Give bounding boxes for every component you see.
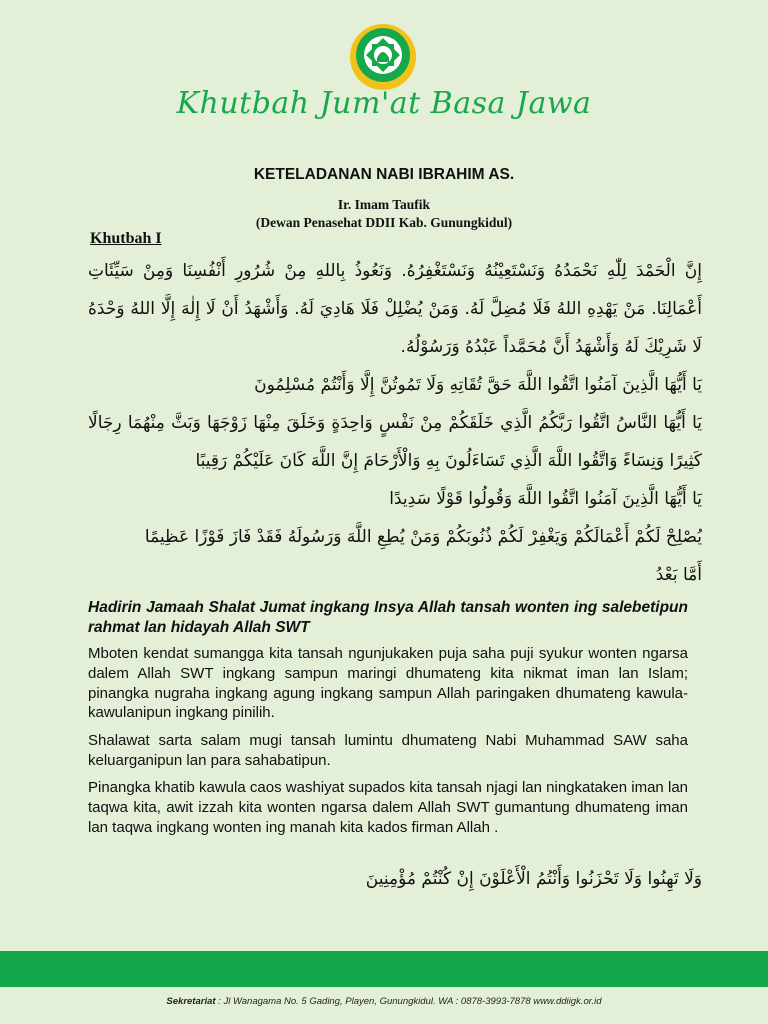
section-heading: Khutbah I xyxy=(90,230,162,247)
arabic-verse-1: يَا أَيُّهَا الَّذِينَ آمَنُوا اتَّقُوا اللَّهَ حَقَّ تُقَاتِهِ وَلَا تَمُوتُنَّ إِلَّا وَأَنْتُمْ مُسْلِمُونَ xyxy=(254,375,702,395)
paragraph-shalawat xyxy=(88,731,688,771)
paragraph-1: Mboten kendat sumangga kita tansah ngunjukaken puja saha puji syukur wonten ngarsa dalem Allah SWT ingkang sampun maringi dhumateng kita nikmat iman lan Islam; pinangka nugraha ingkang agung ingkang sampun Allah paringaken dhumateng kawula-kawulanipun ingkang pinilih. xyxy=(88,645,688,722)
congregation-address: Hadirin Jamaah Shalat Jumat ingkang Insya Allah tansah wonten ing salebetipun rahmat lan hidayah Allah SWT xyxy=(88,599,688,636)
author-affiliation: (Dewan Penasehat DDII Kab. Gunungkidul) xyxy=(255,215,513,230)
brand-title: Khutbah Jum'at Basa Jawa xyxy=(176,86,592,121)
arabic-closing-verse: وَلَا تَهِنُوا وَلَا تَحْزَنُوا وَأَنْتُمُ الْأَعْلَوْنَ إِنْ كُنْتُمْ مُؤْمِنِينَ xyxy=(365,869,702,889)
footer-label: Sekretariat xyxy=(166,996,216,1007)
paragraph-gratitude xyxy=(88,644,688,723)
arabic-verse-3: يَا أَيُّهَا الَّذِينَ آمَنُوا اتَّقُوا اللَّهَ وَقُولُوا قَوْلًا سَدِيدًا xyxy=(389,489,702,509)
arabic-amma-badu: أَمَّا بَعْدُ xyxy=(655,565,702,585)
footer-text: : Jl Wanagama No. 5 Gading, Playen, Gunungkidul. WA : 0878-3993-7878 www.ddiigk.or.id xyxy=(215,996,602,1007)
paragraph-wasiat xyxy=(88,778,688,837)
paragraph-2: Shalawat sarta salam mugi tansah lumintu dhumateng Nabi Muhammad SAW saha keluarganipun lan para sahabatipun. xyxy=(88,732,688,769)
arabic-verse-4: يُصْلِحْ لَكُمْ أَعْمَالَكُمْ وَيَغْفِرْ لَكُمْ ذُنُوبَكُمْ وَمَنْ يُطِعِ اللَّهَ وَرَسُولَهُ فَقَدْ فَازَ فَوْزًا عَظِيمًا xyxy=(144,527,702,547)
author-name: Ir. Imam Taufik xyxy=(337,197,431,212)
arabic-opening: إِنَّ الْحَمْدَ لِلّٰهِ نَحْمَدُهُ وَنَسْتَعِيْنُهُ وَنَسْتَغْفِرُهُ. وَنَعُوذُ بِاللهِ مِنْ شُرُورِ أَنْفُسِنَا وَمِنْ سَيِّئَاتِ أَعْمَالِنَا. مَنْ يَهْدِهِ اللهُ فَلَا مُضِلَّ لَهُ. وَمَنْ يُضْلِلْ فَلَا هَادِيَ لَهُ. وَأَشْهَدُ أَنْ لَا إِلٰهَ إِلَّا اللهُ وَحْدَهُ لَا شَرِيْكَ لَهُ وَأَشْهَدُ أَنَّ مُحَمَّداً عَبْدُهُ وَرَسُوْلُهُ. xyxy=(88,261,702,357)
footer-band xyxy=(0,951,768,987)
sermon-title: KETELADANAN NABI IBRAHIM AS. xyxy=(253,166,515,183)
footer-address xyxy=(0,996,768,1007)
author-block xyxy=(0,196,768,232)
mosque-emblem-icon xyxy=(348,22,418,92)
arabic-closing-block xyxy=(88,860,702,898)
arabic-verse-2: يَا أَيُّهَا النَّاسُ اتَّقُوا رَبَّكُمُ الَّذِي خَلَقَكُمْ مِنْ نَفْسٍ وَاحِدَةٍ وَخَلَقَ مِنْهَا زَوْجَهَا وَبَثَّ مِنْهُمَا رِجَالًا كَثِيرًا وَنِسَاءً وَاتَّقُوا اللَّهَ الَّذِي تَسَاءَلُونَ بِهِ وَالْأَرْحَامَ إِنَّ اللَّهَ كَانَ عَلَيْكُمْ رَقِيبًا xyxy=(88,413,702,471)
paragraph-3: Pinangka khatib kawula caos washiyat supados kita tansah njagi lan ningkataken iman lan taqwa kita, awit izzah kita wonten ngarsa dalem Allah SWT gumantung dhumateng iman lan taqwa ingkang wonten ing manah kita kados firman Allah . xyxy=(88,779,688,836)
arabic-opening-block xyxy=(88,252,702,594)
